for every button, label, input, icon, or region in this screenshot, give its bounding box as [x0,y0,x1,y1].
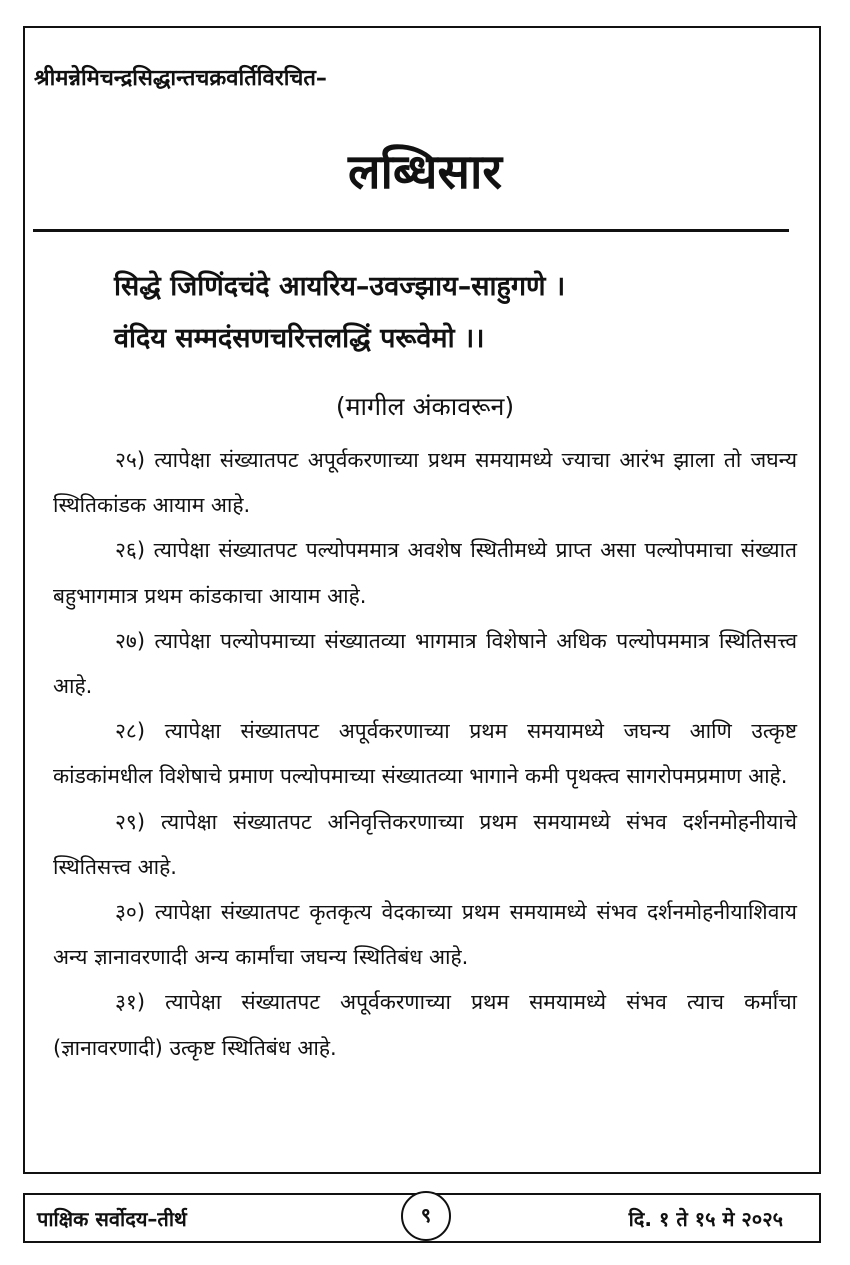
issue-date: दि. १ ते १५ मे २०२५ [628,1207,783,1231]
paragraph-29: २९) त्यापेक्षा संख्यातपट अनिवृत्तिकरणाच्या प्रथम समयामध्ये संभव दर्शनमोहनीयाचे स्थितिसत्त्व आहे. [53,809,797,879]
verse-line-1: सिद्धे जिणिंदचंदे आयरिय–उवज्झाय–साहुगणे । [114,271,566,302]
attribution-line: श्रीमन्नेमिचन्द्रसिद्धान्तचक्रवर्तिविरचित– [34,66,327,91]
body-text [53,438,797,1071]
title-divider [33,229,789,232]
footer-bar [23,1193,821,1243]
continuation-note: (मागील अंकावरून) [335,392,515,421]
verse-line-2: वंदिय सम्मदंसणचरित्तलद्धिं परूवेमो ।। [114,323,485,354]
paragraph-30: ३०) त्यापेक्षा संख्यातपट कृतकृत्य वेदकाच्या प्रथम समयामध्ये संभव दर्शनमोहनीयाशिवाय अन्य ज्ञानावरणादी अन्य कार्मांचा जघन्य स्थितिबंध आहे. [53,900,797,970]
paragraph-27: २७) त्यापेक्षा पल्योपमाच्या संख्यातव्या भागमात्र विशेषाने अधिक पल्योपममात्र स्थितिसत्त्व आहे. [53,628,797,699]
page-title: लब्धिसार [347,144,503,200]
paragraph-26: २६) त्यापेक्षा संख्यातपट पल्योपममात्र अवशेष स्थितीमध्ये प्राप्त असा पल्योपमाचा संख्यात बहुभागमात्र प्रथम कांडकाचा आयाम आहे. [53,538,797,608]
paragraph-25: २५) त्यापेक्षा संख्यातपट अपूर्वकरणाच्या प्रथम समयामध्ये ज्याचा आरंभ झाला तो जघन्य स्थितिकांडक आयाम आहे. [53,448,797,518]
publication-name: पाक्षिक सर्वोदय–तीर्थ [37,1207,187,1231]
paragraph-31: ३१) त्यापेक्षा संख्यातपट अपूर्वकरणाच्या प्रथम समयामध्ये संभव त्याच कर्मांचा (ज्ञानावरणादी) उत्कृष्ट स्थितिबंध आहे. [53,990,797,1060]
page-number-badge: ९ [401,1191,451,1241]
paragraph-28: २८) त्यापेक्षा संख्यातपट अपूर्वकरणाच्या प्रथम समयामध्ये जघन्य आणि उत्कृष्ट कांडकांमधील विशेषाचे प्रमाण पल्योपमाच्या संख्यातव्या भागाने कमी पृथक्त्व सागरोपमप्रमाण आहे. [53,719,797,789]
